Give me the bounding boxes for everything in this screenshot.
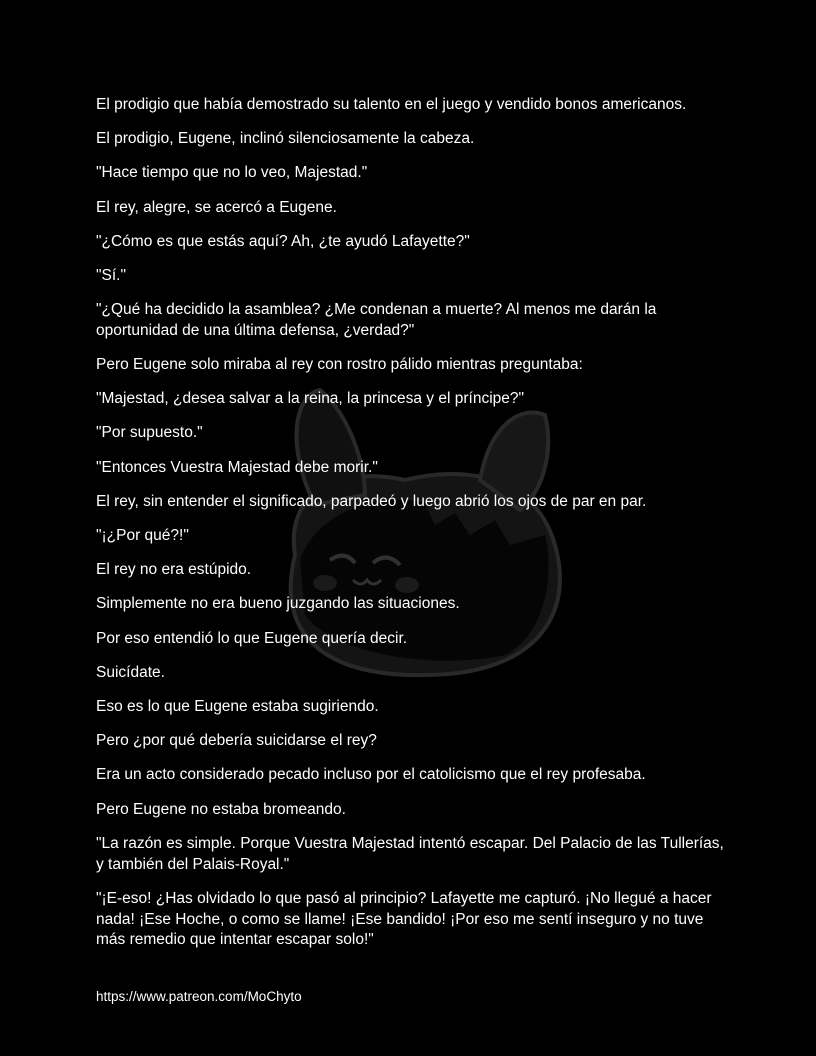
paragraph: Suicídate. — [96, 663, 165, 681]
paragraph: Pero ¿por qué debería suicidarse el rey? — [96, 732, 377, 750]
paragraph: Era un acto considerado pecado incluso por el catolicismo que el rey profesaba. — [96, 766, 646, 784]
paragraph: Por eso entendió lo que Eugene quería decir. — [96, 629, 408, 647]
paragraph: El rey, sin entender el significado, parpadeó y luego abrió los ojos de par en par. — [96, 492, 647, 510]
patreon-link[interactable]: https://www.patreon.com/MoChyto — [96, 989, 302, 1004]
paragraph: "Hace tiempo que no lo veo, Majestad." — [96, 164, 368, 182]
paragraph: El prodigio, Eugene, inclinó silenciosamente la cabeza. — [96, 130, 475, 148]
paragraph: Pero Eugene solo miraba al rey con rostro pálido mientras preguntaba: — [96, 356, 583, 374]
paragraph: Simplemente no era bueno juzgando las situaciones. — [96, 595, 460, 613]
paragraph: Pero Eugene no estaba bromeando. — [96, 800, 346, 818]
paragraph: Eso es lo que Eugene estaba sugiriendo. — [96, 697, 379, 715]
paragraph: "¿Qué ha decidido la asamblea? ¿Me condenan a muerte? Al menos me darán la oportunidad de una última defensa, ¿verdad?" — [96, 301, 657, 339]
document-body — [96, 95, 726, 965]
paragraph: "Entonces Vuestra Majestad debe morir." — [96, 458, 378, 476]
paragraph: El rey, alegre, se acercó a Eugene. — [96, 198, 337, 216]
paragraph: "¡E-eso! ¿Has olvidado lo que pasó al principio? Lafayette me capturó. ¡No llegué a hacer nada! ¡Ese Hoche, o como se llame! ¡Ese bandido! ¡Por eso me sentí inseguro y no tuve más remedio que intentar escapar solo!" — [96, 889, 712, 949]
paragraph: "Majestad, ¿desea salvar a la reina, la princesa y el príncipe?" — [96, 390, 524, 408]
paragraph: "La razón es simple. Porque Vuestra Majestad intentó escapar. Del Palacio de las Tullerías, y también del Palais-Royal." — [96, 834, 724, 873]
paragraph: "Por supuesto." — [96, 424, 203, 442]
paragraph: El rey no era estúpido. — [96, 561, 252, 579]
paragraph: "Sí." — [96, 266, 126, 284]
paragraph: "¡¿Por qué?!" — [96, 527, 189, 545]
paragraph: El prodigio que había demostrado su talento en el juego y vendido bonos americanos. — [96, 96, 687, 113]
paragraph: "¿Cómo es que estás aquí? Ah, ¿te ayudó Lafayette?" — [96, 232, 470, 250]
